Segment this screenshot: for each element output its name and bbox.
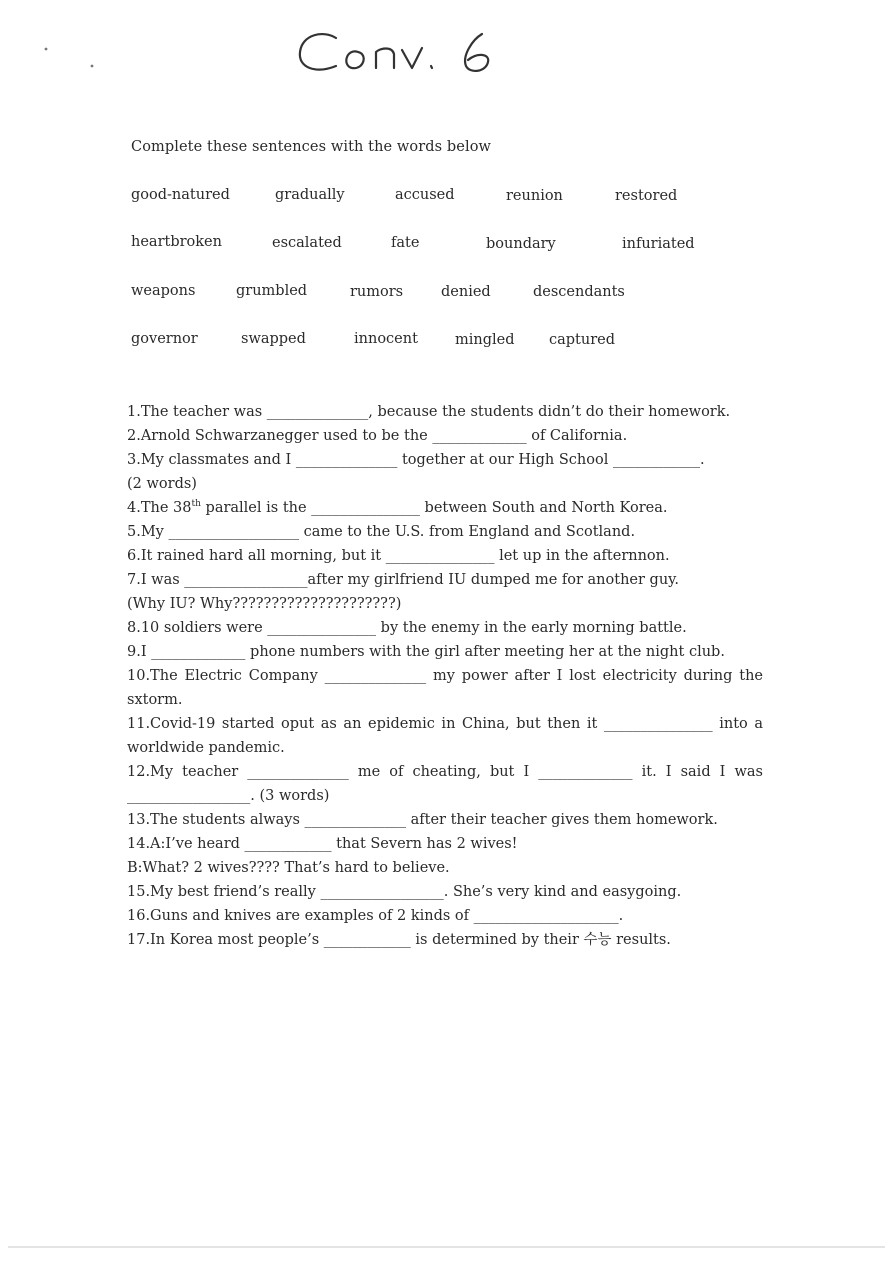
question-17: 17.In Korea most people’s ____________ is determined by their 수능 results. bbox=[127, 932, 671, 948]
question-11: 11.Covid-19 started oput as an epidemic in China, but then it _______________ into a worldwide pandemic. bbox=[127, 716, 763, 756]
word-bank-item: innocent bbox=[354, 331, 418, 347]
question-4-superscript: th bbox=[191, 499, 201, 509]
word-bank-item: gradually bbox=[275, 187, 345, 203]
word-bank-item: fate bbox=[391, 235, 420, 251]
word-bank-item: accused bbox=[395, 187, 455, 203]
instruction-text: Complete these sentences with the words below bbox=[131, 139, 492, 155]
question-3: 3.My classmates and I ______________ together at our High School ____________. bbox=[127, 452, 705, 468]
question-12: 12.My teacher ______________ me of cheating, but I _____________ it. I said I was _________________. (3 words) bbox=[127, 764, 763, 804]
word-bank-item: denied bbox=[441, 284, 491, 300]
question-5: 5.My __________________ came to the U.S. from England and Scotland. bbox=[127, 524, 636, 540]
question-15: 15.My best friend’s really _________________. She’s very kind and easygoing. bbox=[127, 884, 682, 900]
question-4 bbox=[127, 496, 763, 520]
word-bank-item: descendants bbox=[533, 284, 625, 300]
question-7: 7.I was _________________after my girlfriend IU dumped me for another guy. bbox=[127, 572, 680, 588]
question-9: 9.I _____________ phone numbers with the girl after meeting her at the night club. bbox=[127, 644, 725, 660]
question-16: 16.Guns and knives are examples of 2 kinds of ____________________. bbox=[127, 908, 624, 924]
word-bank-item: heartbroken bbox=[131, 234, 222, 250]
question-4-end: parallel is the _______________ between South and North Korea. bbox=[200, 500, 668, 516]
scan-edge-line bbox=[8, 1246, 885, 1248]
question-list bbox=[127, 400, 763, 952]
word-bank-item: mingled bbox=[455, 332, 515, 348]
question-13: 13.The students always ______________ after their teacher gives them homework. bbox=[127, 812, 718, 828]
word-bank-item: swapped bbox=[241, 331, 306, 347]
question-6: 6.It rained hard all morning, but it _______________ let up in the afternnon. bbox=[127, 548, 670, 564]
question-14: 14.A:I’ve heard ____________ that Severn has 2 wives! bbox=[127, 836, 518, 852]
word-bank-item: weapons bbox=[131, 283, 196, 299]
word-bank-item: restored bbox=[615, 188, 678, 204]
word-bank-item: escalated bbox=[272, 235, 342, 251]
handwritten-title bbox=[296, 26, 506, 88]
word-bank-item: grumbled bbox=[236, 283, 308, 299]
question-14-reply: B:What? 2 wives???? That’s hard to believe. bbox=[127, 860, 450, 876]
handwritten-title-drawing bbox=[296, 26, 506, 88]
word-bank-item: boundary bbox=[486, 236, 556, 252]
question-1: 1.The teacher was ______________, because the students didn’t do their homework. bbox=[127, 404, 731, 420]
question-4-start: 4.The 38 bbox=[127, 500, 192, 516]
scan-specks bbox=[40, 44, 100, 74]
question-8: 8.10 soldiers were _______________ by the enemy in the early morning battle. bbox=[127, 620, 687, 636]
question-2: 2.Arnold Schwarzanegger used to be the _____________ of California. bbox=[127, 428, 628, 444]
word-bank-item: captured bbox=[549, 332, 616, 348]
question-7-note: (Why IU? Why?????????????????????) bbox=[127, 596, 402, 612]
word-bank-item: governor bbox=[131, 331, 198, 347]
word-bank-item: good-natured bbox=[131, 187, 230, 203]
word-bank-item: infuriated bbox=[622, 236, 695, 252]
word-bank-item: reunion bbox=[506, 188, 563, 204]
question-10: 10.The Electric Company ______________ my power after I lost electricity during the sxtorm. bbox=[127, 668, 763, 708]
word-bank-item: rumors bbox=[350, 284, 404, 300]
question-3-note: (2 words) bbox=[127, 476, 197, 492]
